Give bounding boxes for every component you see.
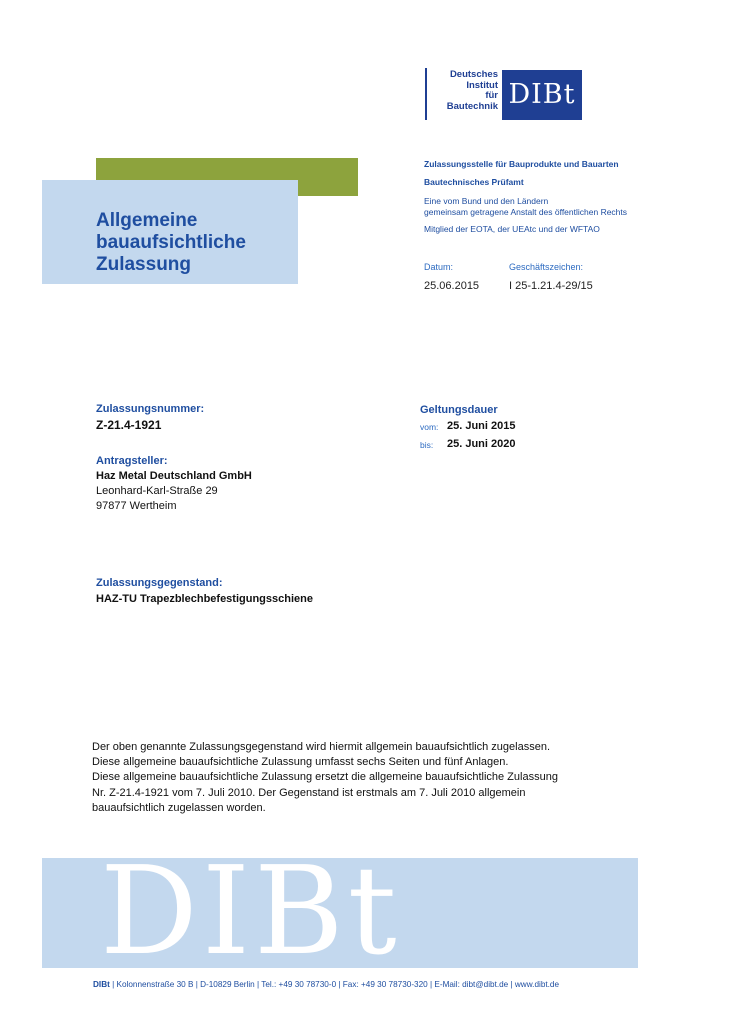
authority-line: Bautechnisches Prüfamt	[424, 177, 524, 187]
footer-brand: DIBt	[93, 980, 110, 989]
footer-contact	[93, 980, 559, 989]
footer-address: | Kolonnenstraße 30 B | D-10829 Berlin | Tel.: +49 30 78730-0 | Fax: +49 30 78730-320 | E-Mail: dibt@dibt.de | www.dibt.de	[109, 980, 560, 989]
title-line: Zulassung	[96, 254, 192, 275]
valid-from-value: 25. Juni 2015	[447, 420, 516, 432]
applicant-label: Antragsteller:	[96, 455, 168, 467]
subject-value: HAZ-TU Trapezblechbefestigungsschiene	[96, 593, 313, 605]
institute-name	[430, 70, 498, 112]
authority-line: Eine vom Bund und den Ländern	[424, 196, 549, 206]
applicant-street: Leonhard-Karl-Straße 29	[96, 485, 218, 497]
approval-number-value: Z-21.4-1921	[96, 418, 162, 432]
date-label: Datum:	[424, 262, 454, 272]
statement-line: bauaufsichtlich zugelassen worden.	[92, 801, 266, 814]
title-line: Allgemeine	[96, 210, 198, 231]
institute-name-line: Institut	[466, 79, 498, 91]
authority-line: gemeinsam getragene Anstalt des öffentlichen Rechts	[424, 207, 628, 217]
statement-line: Nr. Z-21.4-1921 vom 7. Juli 2010. Der Gegenstand ist erstmals am 7. Juli 2010 allgemein	[92, 786, 526, 799]
statement-line: Diese allgemeine bauaufsichtliche Zulassung umfasst sechs Seiten und fünf Anlagen.	[92, 756, 509, 769]
document-title	[96, 210, 246, 276]
validity-label: Geltungsdauer	[420, 404, 498, 416]
valid-to-value: 25. Juni 2020	[447, 438, 516, 450]
authority-line: Zulassungsstelle für Bauprodukte und Bauarten	[424, 159, 619, 169]
logo-divider	[425, 68, 427, 120]
footer-band	[42, 858, 638, 968]
institute-name-line: Bautechnik	[446, 100, 498, 112]
approval-number-label: Zulassungsnummer:	[96, 403, 205, 415]
statement-line: Der oben genannte Zulassungsgegenstand wird hiermit allgemein bauaufsichtlich zugelassen.	[92, 741, 551, 753]
applicant-city: 97877 Wertheim	[96, 500, 177, 512]
dibt-watermark: DIBt	[100, 858, 401, 968]
reference-value: I 25-1.21.4-29/15	[509, 280, 593, 292]
title-line: bauaufsichtliche	[96, 232, 246, 253]
valid-to-label: bis:	[420, 440, 434, 450]
authority-line: Mitglied der EOTA, der UEAtc und der WFTAO	[424, 224, 600, 234]
dibt-logo: DIBt	[502, 70, 582, 120]
subject-label: Zulassungsgegenstand:	[96, 577, 223, 589]
valid-from-label: vom:	[420, 422, 439, 432]
institute-name-line: Deutsches	[449, 69, 498, 80]
approval-statement	[92, 740, 612, 816]
institute-name-line: für	[485, 90, 498, 101]
reference-label: Geschäftszeichen:	[509, 262, 584, 272]
date-value: 25.06.2015	[424, 280, 480, 292]
applicant-name: Haz Metal Deutschland GmbH	[96, 470, 252, 482]
statement-line: Diese allgemeine bauaufsichtliche Zulassung ersetzt die allgemeine bauaufsichtliche Zulassung	[92, 771, 558, 784]
